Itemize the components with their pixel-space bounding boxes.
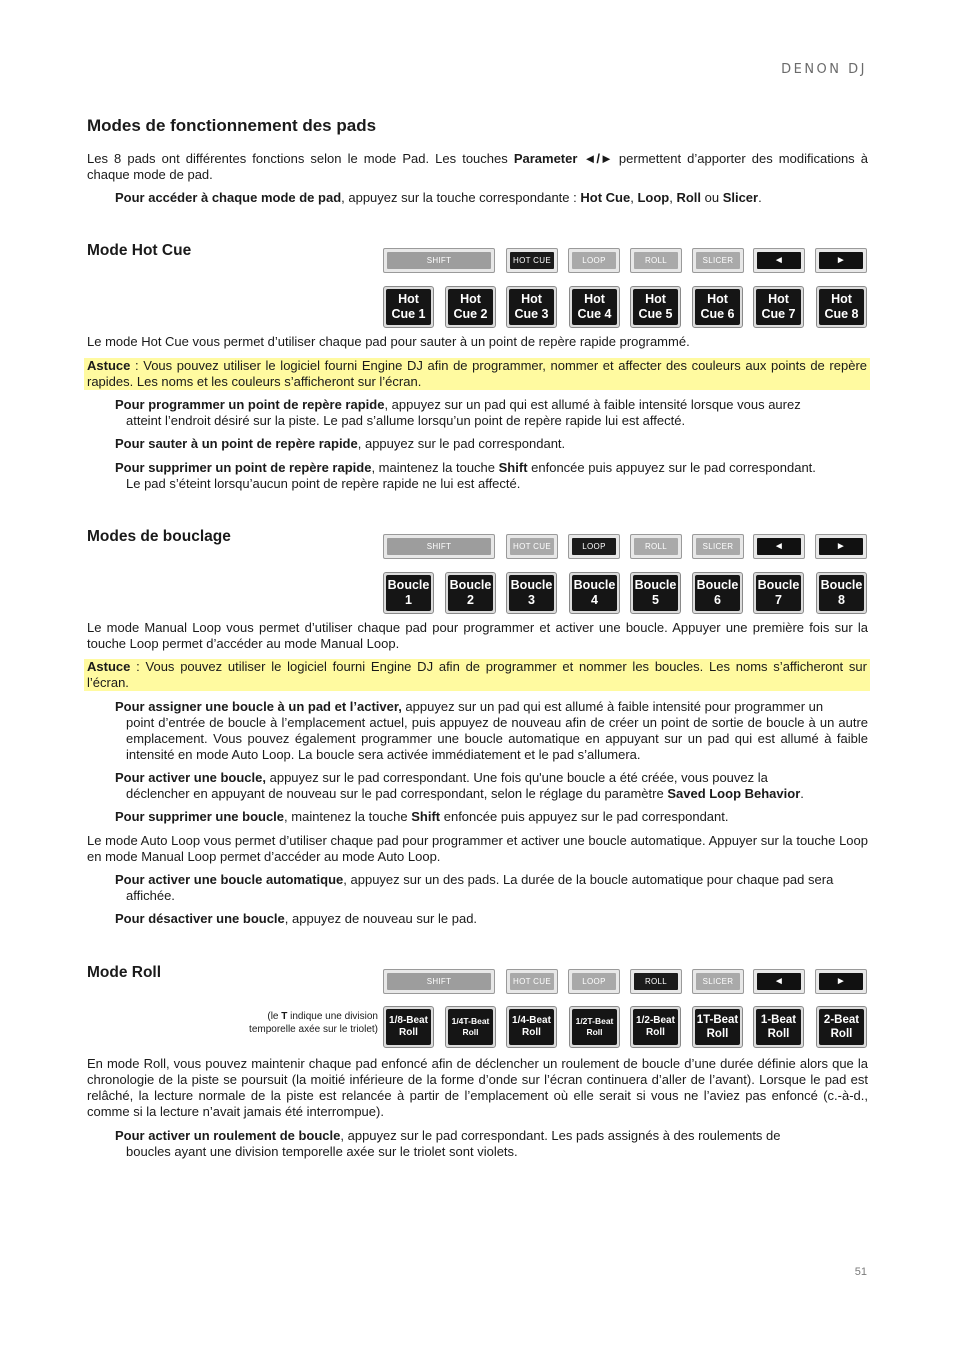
loop-instruction-delete: Pour supprimer une boucle, maintenez la touche Shift enfoncée puis appuyez sur le pad correspondant. — [115, 809, 729, 824]
pad-hot-cue-1: Hot Cue 1 — [383, 286, 434, 328]
intro-paragraph: Les 8 pads ont différentes fonctions selon le mode Pad. Les touches Parameter ◄/► permettent d’apporter des modifications à chaque mode de pad. — [87, 151, 868, 182]
triplet-note: (le T indique une division temporelle axée sur le triolet) — [249, 1011, 378, 1035]
loop-description: Le mode Manual Loop vous permet d’utiliser chaque pad pour programmer et activer une boucle. Appuyer une première fois sur la touche Loop permet d’accéder au mode Manual Loop. — [87, 620, 868, 651]
right-arrow-icon: ► — [819, 973, 863, 990]
pad-hot-cue-4: Hot Cue 4 — [569, 286, 620, 328]
hotcue-instruction-jump: Pour sauter à un point de repère rapide, appuyez sur le pad correspondant. — [115, 436, 566, 451]
loop-button: LOOP — [568, 969, 620, 994]
left-arrow-icon: ◄ — [757, 252, 801, 269]
slicer-button: SLICER — [692, 534, 744, 559]
loop-tip: Astuce : Vous pouvez utiliser le logiciel fourni Engine DJ afin de programmer et nommer les boucles. Les noms s’afficheront sur l’écran. — [84, 659, 870, 691]
loop-button: LOOP — [568, 534, 620, 559]
brand-logo: DENON DJ — [781, 62, 867, 77]
pad-roll-1-4: 1/4-Beat Roll — [506, 1006, 557, 1048]
pad-roll-1: 1-Beat Roll — [753, 1006, 804, 1048]
page-title: Modes de fonctionnement des pads — [87, 116, 377, 135]
slicer-button: SLICER — [692, 969, 744, 994]
loop-instruction-deactivate: Pour désactiver une boucle, appuyez de nouveau sur le pad. — [115, 911, 478, 926]
pad-hot-cue-5: Hot Cue 5 — [630, 286, 681, 328]
prev-button — [753, 969, 805, 994]
shift-button: SHIFT — [383, 534, 495, 559]
roll-pad-row — [383, 1006, 867, 1048]
pad-roll-1-8: 1/8-Beat Roll — [383, 1006, 434, 1048]
pad-roll-1t: 1T-Beat Roll — [692, 1006, 743, 1048]
roll-button: ROLL — [630, 248, 682, 273]
page-number: 51 — [854, 1266, 867, 1278]
pad-boucle-4: Boucle 4 — [569, 572, 620, 614]
shift-button: SHIFT — [383, 248, 495, 273]
prev-button — [753, 248, 805, 273]
hotcue-instruction-delete: Pour supprimer un point de repère rapide, maintenez la touche Shift enfoncée puis appuyez sur le pad correspondant. Le pad s’éteint lorsqu’aucun point de repère rapide ne lui est affecté. — [115, 460, 816, 491]
loop-pad-row — [383, 572, 867, 614]
next-button — [815, 248, 867, 273]
roll-heading: Mode Roll — [87, 964, 162, 981]
left-arrow-icon: ◄ — [757, 538, 801, 555]
roll-button: ROLL — [630, 534, 682, 559]
pad-boucle-1: Boucle 1 — [383, 572, 434, 614]
loop-instruction-auto: Pour activer une boucle automatique, appuyez sur un des pads. La durée de la boucle automatique pour chaque pad sera affichée. — [115, 872, 834, 903]
pad-roll-1-4t: 1/4T-Beat Roll — [445, 1006, 496, 1048]
loop-instruction-activate: Pour activer une boucle, appuyez sur le pad correspondant. Une fois qu'une boucle a été créée, vous pouvez la déclencher en appuyant de nouveau sur le pad correspondant, selon le réglage du paramètre Saved Loop Behavior. — [115, 770, 804, 801]
pad-boucle-5: Boucle 5 — [630, 572, 681, 614]
slicer-button: SLICER — [692, 248, 744, 273]
left-arrow-icon: ◄ — [757, 973, 801, 990]
pad-hot-cue-8: Hot Cue 8 — [816, 286, 867, 328]
pad-boucle-2: Boucle 2 — [445, 572, 496, 614]
loop-instruction-assign: Pour assigner une boucle à un pad et l’activer, appuyez sur un pad qui est allumé à faible intensité pour programmer un point d’entrée de boucle à l’emplacement actuel, puis appuyez de nouveau afin de créer un point de sortie de boucle à un autre emplacement. Vous pouvez également programmer une boucle automatique en appuyant sur un pad qui est allumé à faible intensité en mode Auto Loop. La boucle sera activée immédiatement et le pad s’allumera. — [115, 699, 868, 762]
shift-button: SHIFT — [383, 969, 495, 994]
hotcue-heading: Mode Hot Cue — [87, 242, 192, 259]
pad-hot-cue-7: Hot Cue 7 — [753, 286, 804, 328]
pad-roll-2: 2-Beat Roll — [816, 1006, 867, 1048]
pad-hot-cue-3: Hot Cue 3 — [506, 286, 557, 328]
intro-instruction: Pour accéder à chaque mode de pad, appuyez sur la touche correspondante : Hot Cue, Loop, Roll ou Slicer. — [115, 190, 762, 205]
loop-heading: Modes de bouclage — [87, 528, 231, 545]
roll-button-row — [383, 969, 867, 995]
loop-button: LOOP — [568, 248, 620, 273]
hotcue-description: Le mode Hot Cue vous permet d’utiliser chaque pad pour sauter à un point de repère rapide programmé. — [87, 334, 690, 349]
hotcue-button-row — [383, 248, 867, 274]
pad-boucle-6: Boucle 6 — [692, 572, 743, 614]
auto-loop-description: Le mode Auto Loop vous permet d’utiliser chaque pad pour programmer et activer une boucle automatique. Appuyer sur la touche Loop en mode Manual Loop permet d’accéder au mode Auto Loop. — [87, 833, 868, 864]
pad-hot-cue-2: Hot Cue 2 — [445, 286, 496, 328]
pad-boucle-8: Boucle 8 — [816, 572, 867, 614]
pad-hot-cue-6: Hot Cue 6 — [692, 286, 743, 328]
roll-button: ROLL — [630, 969, 682, 994]
roll-description: En mode Roll, vous pouvez maintenir chaque pad enfoncé afin de déclencher un roulement de boucle d’une durée définie alors que la chronologie de la piste se poursuit (la moitié inférieure de la forme d’onde sur l’écran continuera d’aller de l’avant). Lorsque le pad est relâché, la lecture normale de la piste est relancée à partir de l’emplacement où elle serait si vous ne l’aviez pas enfoncé (c.-à-d., comme si la lecture n’avait jamais été interrompue). — [87, 1056, 868, 1119]
hot-cue-button: HOT CUE — [506, 534, 558, 559]
roll-instruction-activate: Pour activer un roulement de boucle, appuyez sur le pad correspondant. Les pads assignés à des roulements de boucles ayant une division temporelle axée sur le triolet sont violets. — [115, 1128, 781, 1159]
right-arrow-icon: ► — [819, 538, 863, 555]
pad-boucle-7: Boucle 7 — [753, 572, 804, 614]
hotcue-tip: Astuce : Vous pouvez utiliser le logiciel fourni Engine DJ afin de programmer, nommer et affecter des couleurs aux points de repère rapides. Les noms et les couleurs s’afficheront sur l’écran. — [84, 358, 870, 390]
hotcue-instruction-program: Pour programmer un point de repère rapide, appuyez sur un pad qui est allumé à faible intensité lorsque vous aurez atteint l’endroit désiré sur la piste. Le pad s’allume lorsqu’un point de repère rapide lui est affecté. — [115, 397, 801, 428]
pad-boucle-3: Boucle 3 — [506, 572, 557, 614]
pad-roll-1-2: 1/2-Beat Roll — [630, 1006, 681, 1048]
loop-button-row — [383, 534, 867, 560]
next-button — [815, 969, 867, 994]
prev-button — [753, 534, 805, 559]
hotcue-pad-row — [383, 286, 867, 328]
pad-roll-1-2t: 1/2T-Beat Roll — [569, 1006, 620, 1048]
hot-cue-button: HOT CUE — [506, 248, 558, 273]
next-button — [815, 534, 867, 559]
hot-cue-button: HOT CUE — [506, 969, 558, 994]
right-arrow-icon: ► — [819, 252, 863, 269]
